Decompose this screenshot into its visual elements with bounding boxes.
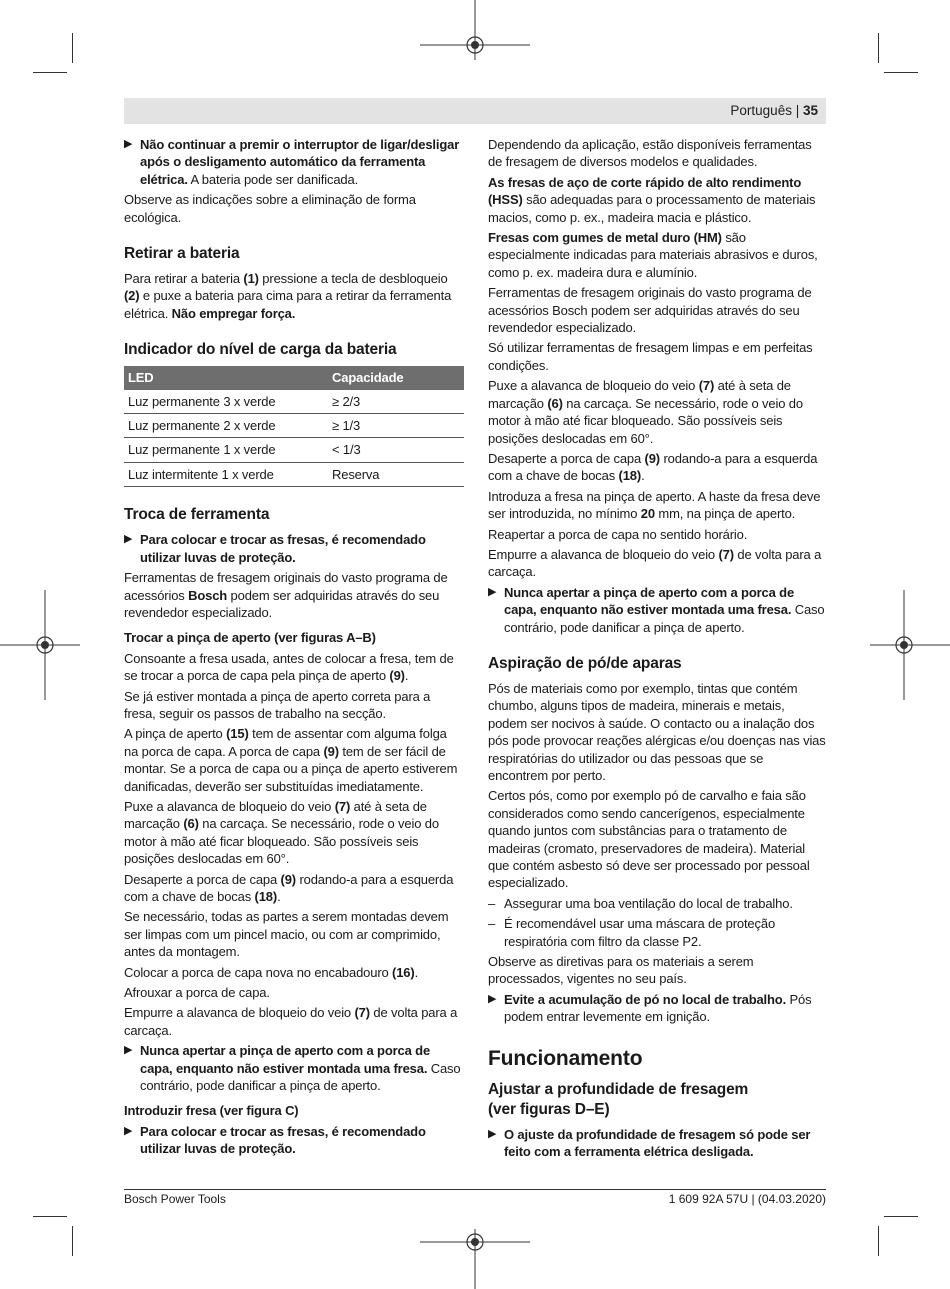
paragraph: Desaperte a porca de capa (9) rodando-a para a esquerda com a chave de bocas (18). bbox=[124, 871, 454, 904]
paragraph: As fresas de aço de corte rápido de alto rendimento (HSS) são adequadas para o processamento de materiais macios, como p. ex., madeira macia e plástico. bbox=[488, 174, 816, 225]
paragraph: Desaperte a porca de capa (9) rodando-a para a esquerda com a chave de bocas (18). bbox=[488, 450, 818, 484]
list-item: – É recomendável usar uma máscara de proteção respiratória com filtro da classe P2. bbox=[488, 916, 776, 949]
table-row: Luz intermitente 1 x verde Reserva bbox=[124, 462, 464, 486]
safety-bullet: ▶ Nunca apertar a pinça de aperto com a porca de capa, enquanto não estiver montada uma fresa. Caso contrário, pode danificar a pinça de aperto. bbox=[124, 1043, 461, 1094]
paragraph: Observe as diretivas para os materiais a serem processados, vigentes no seu país. bbox=[488, 954, 754, 987]
subsection-title-collet: Trocar a pinça de aperto (ver figuras A–B) bbox=[124, 630, 376, 646]
arrow-icon: ▶ bbox=[124, 138, 133, 150]
crop-mark bbox=[884, 1216, 918, 1217]
paragraph: Se necessário, todas as partes a serem montadas devem ser limpas com um pincel macio, ou com ar comprimido, antes da montagem. bbox=[124, 909, 449, 960]
paragraph: Puxe a alavanca de bloqueio do veio (7) até à seta de marcação (6) na carcaça. Se necessário, rode o veio do motor à mão até ficar bloqueado. São possíveis seis posições deslocadas em 60°. bbox=[488, 378, 803, 446]
paragraph: Ferramentas de fresagem originais do vasto programa de acessórios Bosch podem ser adquiridas através do seu revendedor especializado. bbox=[488, 285, 812, 336]
table-header: LED bbox=[124, 366, 328, 389]
footer-doc-id: 1 609 92A 57U | (04.03.2020) bbox=[668, 1192, 826, 1206]
safety-bullet: ▶ Não continuar a premir o interruptor de ligar/desligar após o desligamento automático da ferramenta elétrica. A bateria pode ser danificada. bbox=[124, 137, 460, 187]
section-title-depth: Ajustar a profundidade de fresagem (ver figuras D–E) bbox=[488, 1080, 749, 1118]
paragraph: Dependendo da aplicação, estão disponíveis ferramentas de fresagem de diversos modelos e qualidades. bbox=[488, 137, 812, 170]
paragraph: Afrouxar a porca de capa. bbox=[124, 985, 270, 1001]
footer-brand: Bosch Power Tools bbox=[124, 1192, 226, 1206]
subsection-title-insert: Introduzir fresa (ver figura C) bbox=[124, 1103, 299, 1119]
paragraph: Colocar a porca de capa nova no encabadouro (16). bbox=[124, 964, 419, 980]
arrow-icon: ▶ bbox=[124, 1044, 133, 1057]
footer-divider bbox=[124, 1189, 826, 1190]
table-row: Luz permanente 1 x verde < 1/3 bbox=[124, 438, 464, 462]
table-row: Luz permanente 2 x verde ≥ 1/3 bbox=[124, 414, 464, 438]
section-title-tool-change: Troca de ferramenta bbox=[124, 506, 270, 524]
paragraph: Ferramentas de fresagem originais do vasto programa de acessórios Bosch podem ser adquiridas através do seu revendedor especializado. bbox=[124, 570, 448, 620]
crop-mark bbox=[884, 72, 918, 73]
paragraph: Certos pós, como por exemplo pó de carvalho e faia são considerados como sendo cancerígenos, especialmente quando juntos com substâncias para o tratamento de madeiras (cromato, preservadores de madeira). Material que contém asbesto só deve ser processado por pessoal especializado. bbox=[488, 788, 810, 891]
arrow-icon: ▶ bbox=[124, 1124, 133, 1137]
crop-mark bbox=[878, 33, 879, 63]
table-row: Luz permanente 3 x verde ≥ 2/3 bbox=[124, 390, 464, 414]
registration-mark-icon bbox=[0, 590, 80, 700]
page-number: 35 bbox=[802, 103, 818, 118]
header-text: Português | 35 bbox=[730, 103, 818, 118]
chapter-title-operation: Funcionamento bbox=[488, 1046, 643, 1070]
paragraph: Empurre a alavanca de bloqueio do veio (7) de volta para a carcaça. bbox=[488, 546, 822, 580]
paragraph: Para retirar a bateria (1) pressione a tecla de desbloqueio (2) e puxe a bateria para cima para a retirar da ferramenta elétrica. Não empregar força. bbox=[124, 271, 452, 321]
paragraph: Introduza a fresa na pinça de aperto. A haste da fresa deve ser introduzida, no mínimo 20 mm, na pinça de aperto. bbox=[488, 488, 821, 522]
registration-mark-icon bbox=[420, 0, 530, 60]
arrow-icon: ▶ bbox=[488, 1127, 497, 1140]
eco-note: Observe as indicações sobre a eliminação de forma ecológica. bbox=[124, 192, 416, 225]
safety-bullet: ▶ Para colocar e trocar as fresas, é recomendado utilizar luvas de proteção. bbox=[124, 532, 426, 565]
list-item: – Assegurar uma boa ventilação do local de trabalho. bbox=[488, 895, 793, 911]
crop-mark bbox=[33, 1216, 67, 1217]
registration-mark-icon bbox=[870, 590, 950, 700]
registration-mark-icon bbox=[420, 1229, 530, 1289]
left-column bbox=[124, 136, 464, 1161]
table-header: Capacidade bbox=[328, 366, 464, 389]
paragraph: Só utilizar ferramentas de fresagem limpas e em perfeitas condições. bbox=[488, 340, 813, 373]
crop-mark bbox=[72, 33, 73, 63]
section-title-charge-indicator: Indicador do nível de carga da bateria bbox=[124, 341, 397, 359]
header-language: Português bbox=[730, 103, 792, 118]
section-title-remove-battery: Retirar a bateria bbox=[124, 245, 240, 263]
arrow-icon: ▶ bbox=[124, 533, 133, 546]
safety-bullet: ▶ Para colocar e trocar as fresas, é recomendado utilizar luvas de proteção. bbox=[124, 1123, 426, 1157]
section-title-dust: Aspiração de pó/de aparas bbox=[488, 654, 682, 672]
page-header bbox=[124, 98, 826, 124]
safety-bullet: ▶ Evite a acumulação de pó no local de trabalho. Pós podem entrar levemente em ignição. bbox=[488, 991, 812, 1025]
paragraph: Reapertar a porca de capa no sentido horário. bbox=[488, 526, 748, 542]
paragraph: Pós de materiais como por exemplo, tintas que contém chumbo, alguns tipos de madeira, minerais e metais, podem ser nocivos à saúde. O contacto ou a inalação dos pós pode provocar reações alérgicas e/ou doenças nas vias respiratórias do utilizador ou das pessoas que se encontrem por perto. bbox=[488, 680, 826, 783]
arrow-icon: ▶ bbox=[488, 992, 497, 1005]
crop-mark bbox=[72, 1226, 73, 1256]
safety-bullet: ▶ O ajuste da profundidade de fresagem só pode ser feito com a ferramenta elétrica desligada. bbox=[488, 1126, 811, 1160]
crop-mark bbox=[878, 1226, 879, 1256]
paragraph: Puxe a alavanca de bloqueio do veio (7) até à seta de marcação (6) na carcaça. Se necessário, rode o veio do motor à mão até ficar bloqueado. São possíveis seis posições deslocadas em 60°. bbox=[124, 798, 439, 867]
charge-table bbox=[124, 366, 464, 487]
arrow-icon: ▶ bbox=[488, 585, 497, 598]
paragraph: Se já estiver montada a pinça de aperto correta para a fresa, seguir os passos de trabalho na secção. bbox=[124, 688, 431, 721]
paragraph: Consoante a fresa usada, antes de colocar a fresa, tem de se trocar a porca de capa pela pinça de aperto (9). bbox=[124, 650, 454, 684]
crop-mark bbox=[33, 72, 67, 73]
safety-bullet: ▶ Nunca apertar a pinça de aperto com a porca de capa, enquanto não estiver montada uma fresa. Caso contrário, pode danificar a pinça de aperto. bbox=[488, 584, 825, 635]
paragraph: A pinça de aperto (15) tem de assentar com alguma folga na porca de capa. A porca de capa (9) tem de ser fácil de montar. Se a porca de capa ou a pinça de aperto estiverem danificadas, deverão ser substituídas imediatamente. bbox=[124, 726, 458, 794]
right-column bbox=[488, 136, 826, 1164]
paragraph: Empurre a alavanca de bloqueio do veio (7) de volta para a carcaça. bbox=[124, 1005, 458, 1038]
paragraph: Fresas com gumes de metal duro (HM) são especialmente indicadas para materiais abrasivos e duros, como p. ex. madeira dura e alumínio. bbox=[488, 230, 818, 280]
